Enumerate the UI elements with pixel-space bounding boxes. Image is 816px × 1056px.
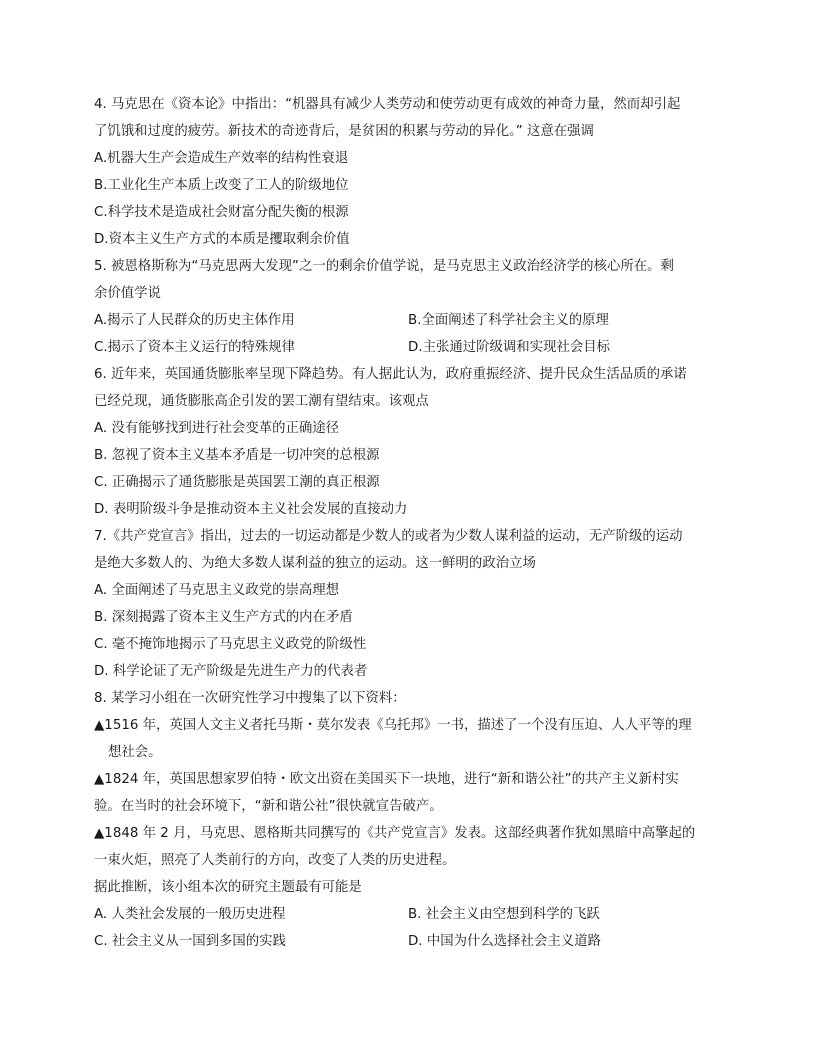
option-b: B.工业化生产本质上改变了工人的阶级地位: [94, 178, 349, 193]
option-c: C. 毫不掩饰地揭示了马克思主义政党的阶级性: [94, 637, 367, 652]
option-c: C.揭示了资本主义运行的特殊规律: [94, 340, 296, 355]
option-a: A. 人类社会发展的一般历史进程: [94, 907, 286, 922]
option-c: C. 社会主义从一国到多国的实践: [94, 934, 286, 949]
question-stem: 4. 马克思在《资本论》中指出：“机器具有减少人类劳动和使劳动更有成效的神奇力量，然而却引起: [94, 97, 681, 112]
material-item: ▲1848 年 2 月，马克思、恩格斯共同撰写的《共产党宣言》发表。这部经典著作犹如黑暗中高擎起的: [94, 826, 696, 841]
question-stem: 了饥饿和过度的疲劳。新技术的奇迹背后，是贫困的积累与劳动的异化。” 这意在强调: [94, 124, 594, 139]
option-row: [94, 928, 724, 955]
option-a: A.揭示了人民群众的历史主体作用: [94, 313, 295, 328]
option-row: [94, 307, 724, 334]
material-item-continued: 验。在当时的社会环境下，“新和谐公社”很快就宣告破产。: [94, 799, 443, 814]
option-d: D. 表明阶级斗争是推动资本主义社会发展的直接动力: [94, 502, 408, 517]
material-item-continued: 想社会。: [108, 745, 162, 760]
question-5: [94, 253, 724, 361]
question-6: [94, 361, 724, 523]
question-7: [94, 523, 724, 685]
option-row: [94, 901, 724, 928]
option-a: A.机器大生产会造成生产效率的结构性衰退: [94, 151, 349, 166]
option-d: D. 中国为什么选择社会主义道路: [408, 934, 601, 949]
option-b: B.全面阐述了科学社会主义的原理: [408, 313, 609, 328]
question-stem: 8. 某学习小组在一次研究性学习中搜集了以下资料：: [94, 691, 406, 706]
option-c: C.科学技术是造成社会财富分配失衡的根源: [94, 205, 349, 220]
question-8: [94, 685, 724, 955]
material-item-continued: 一束火炬，照亮了人类前行的方向，改变了人类的历史进程。: [94, 853, 456, 868]
question-stem: 余价值学说: [94, 286, 161, 301]
option-b: B. 深刻揭露了资本主义生产方式的内在矛盾: [94, 610, 353, 625]
material-item: ▲1516 年，英国人文主义者托马斯・莫尔发表《乌托邦》一书，描述了一个没有压迫、人人平等的理: [94, 718, 692, 733]
option-a: A. 没有能够找到进行社会变革的正确途径: [94, 421, 340, 436]
option-d: D.资本主义生产方式的本质是攫取剩余价值: [94, 232, 350, 247]
question-stem: 是绝大多数人的、为绝大多数人谋利益的独立的运动。这一鲜明的政治立场: [94, 556, 536, 571]
question-prompt: 据此推断，该小组本次的研究主题最有可能是: [94, 880, 362, 895]
question-stem: 7.《共产党宣言》指出，过去的一切运动都是少数人的或者为少数人谋利益的运动，无产阶级的运动: [94, 529, 683, 544]
option-d: D.主张通过阶级调和实现社会目标: [408, 340, 611, 355]
question-4: [94, 91, 724, 253]
question-stem: 5. 被恩格斯称为“马克思两大发现”之一的剩余价值学说，是马克思主义政治经济学的核心所在。剩: [94, 259, 674, 274]
document-page: [94, 91, 724, 955]
option-b: B. 忽视了资本主义基本矛盾是一切冲突的总根源: [94, 448, 380, 463]
option-c: C. 正确揭示了通货膨胀是英国罢工潮的真正根源: [94, 475, 380, 490]
question-stem: 已经兑现，通货膨胀高企引发的罢工潮有望结束。该观点: [94, 394, 429, 409]
option-d: D. 科学论证了无产阶级是先进生产力的代表者: [94, 664, 368, 679]
option-b: B. 社会主义由空想到科学的飞跃: [408, 907, 600, 922]
question-stem: 6. 近年来，英国通货膨胀率呈现下降趋势。有人据此认为，政府重振经济、提升民众生活品质的承诺: [94, 367, 687, 382]
material-item: ▲1824 年，英国思想家罗伯特・欧文出资在美国买下一块地，进行“新和谐公社”的共产主义新村实: [94, 772, 679, 787]
option-a: A. 全面阐述了马克思主义政党的崇高理想: [94, 583, 340, 598]
option-row: [94, 334, 724, 361]
